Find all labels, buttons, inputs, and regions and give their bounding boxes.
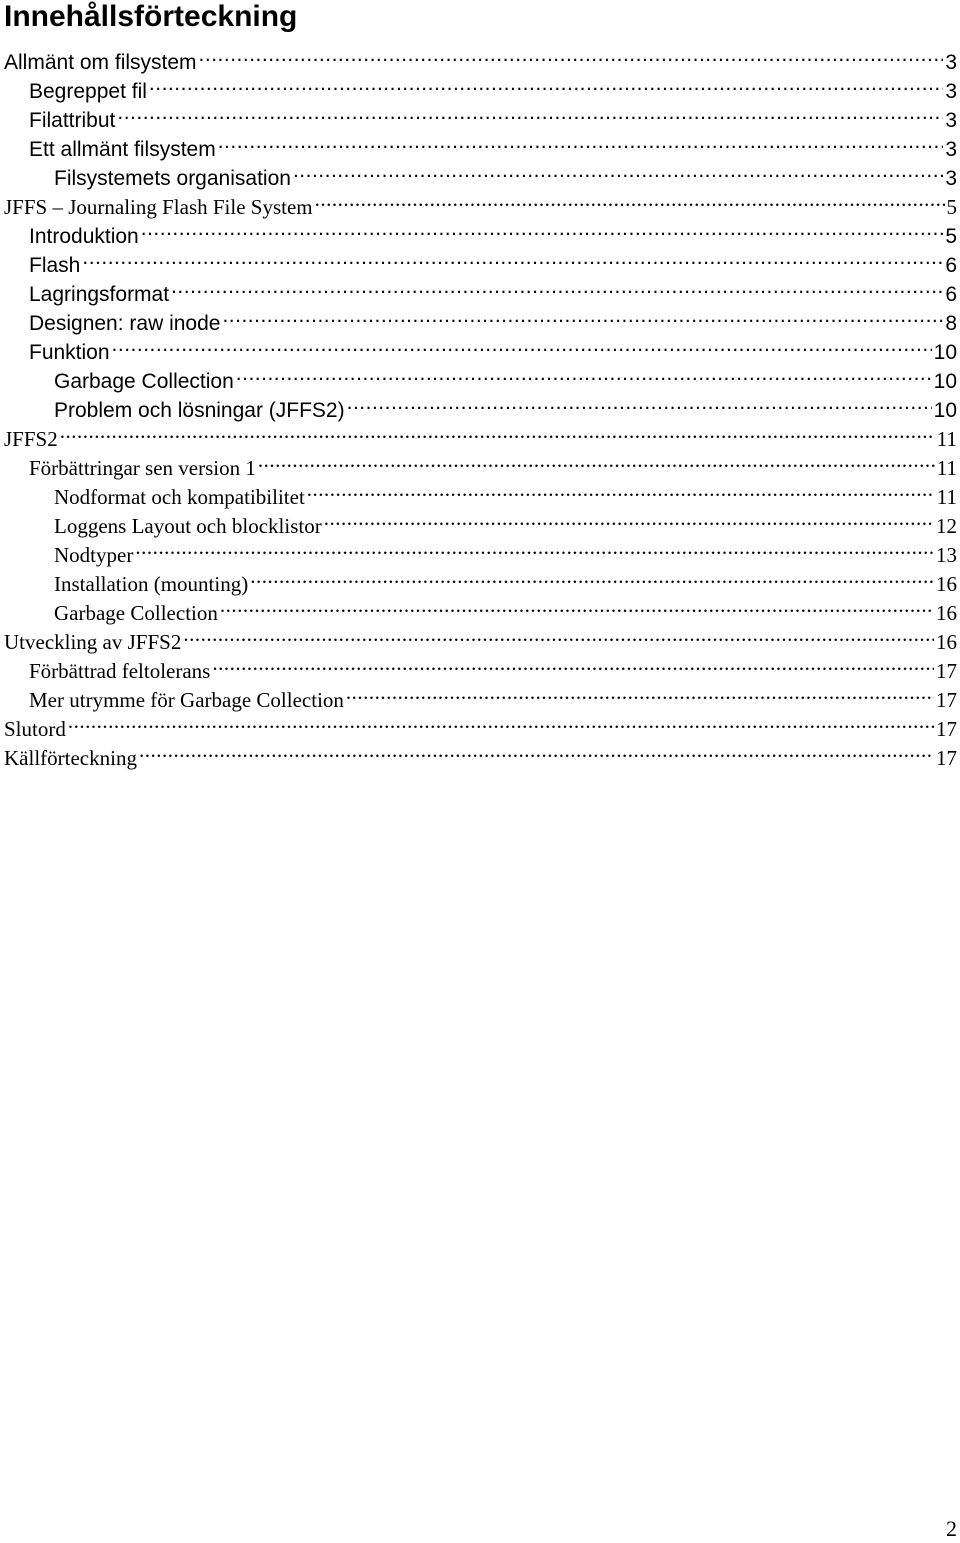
toc-dot-leader	[220, 591, 934, 620]
toc-entry-label: JFFS2	[4, 427, 58, 451]
toc-dot-leader	[112, 330, 932, 359]
toc-dot-leader	[139, 736, 934, 765]
toc-entry-label: Garbage Collection	[54, 601, 218, 625]
toc-entry-page: 11	[936, 456, 957, 480]
toc-entry-page: 10	[933, 370, 957, 393]
toc-dot-leader	[222, 301, 943, 330]
toc-entry-page: 17	[936, 717, 957, 741]
toc-entry-label: Ett allmänt filsystem	[29, 138, 216, 161]
toc-entry-page: 17	[936, 746, 957, 770]
toc-dot-leader	[141, 214, 944, 243]
toc-dot-leader	[218, 127, 944, 156]
toc-entry-label: Nodformat och kompatibilitet	[54, 485, 305, 509]
toc-entry-page: 12	[936, 514, 957, 538]
toc-entry[interactable]	[0, 40, 960, 74]
toc-entry-label: Slutord	[4, 717, 66, 741]
toc-entry[interactable]	[0, 127, 960, 161]
toc-dot-leader	[250, 562, 934, 591]
toc-dot-leader	[307, 475, 935, 504]
toc-entry-page: 11	[936, 485, 957, 509]
toc-entry-label: Begreppet fil	[29, 80, 147, 103]
toc-entry-label: Filsystemets organisation	[54, 167, 291, 190]
toc-entry-label: Funktion	[29, 341, 110, 364]
toc-dot-leader	[149, 69, 943, 98]
toc-entry-label: Filattribut	[29, 109, 116, 132]
toc-entry[interactable]	[0, 417, 960, 451]
toc-entry-page: 3	[945, 51, 957, 74]
toc-entry-label: Förbättrad feltolerans	[29, 659, 211, 683]
toc-dot-leader	[117, 98, 943, 127]
toc-entry-label: Designen: raw inode	[29, 312, 221, 335]
toc-entry-label: Introduktion	[29, 225, 139, 248]
toc-dot-leader	[171, 272, 943, 301]
toc-entry-label: JFFS – Journaling Flash File System	[4, 195, 313, 219]
toc-entry[interactable]	[0, 243, 960, 277]
toc-entry-page: 16	[936, 572, 957, 596]
toc-entry-page: 3	[945, 138, 957, 161]
toc-entry-page: 10	[933, 399, 957, 422]
toc-entry-page: 6	[945, 283, 957, 306]
toc-dot-leader	[82, 243, 943, 272]
toc-entry-label: Installation (mounting)	[54, 572, 249, 596]
toc-dot-leader	[258, 446, 935, 475]
toc-entry[interactable]	[0, 533, 960, 567]
toc-dot-leader	[324, 504, 934, 533]
page-number: 2	[946, 1516, 957, 1541]
toc-entry-page: 3	[945, 80, 957, 103]
toc-dot-leader	[60, 417, 935, 446]
toc-entry-page: 5	[945, 225, 957, 248]
toc-dot-leader	[183, 620, 934, 649]
toc-entry-page: 11	[936, 427, 957, 451]
toc-entry-label: Loggens Layout och blocklistor	[54, 514, 322, 538]
toc-entry[interactable]	[0, 272, 960, 306]
toc-entry-label: Utveckling av JFFS2	[4, 630, 182, 654]
toc-entry[interactable]	[0, 330, 960, 364]
toc-entry-page: 17	[936, 659, 957, 683]
toc-dot-leader	[347, 388, 932, 417]
toc-dot-leader	[236, 359, 932, 388]
toc-entry-page: 17	[936, 688, 957, 712]
toc-list	[0, 40, 960, 770]
toc-entry-label: Nodtyper	[54, 543, 134, 567]
toc-entry-page: 10	[933, 341, 957, 364]
toc-entry[interactable]	[0, 562, 960, 596]
toc-dot-leader	[135, 533, 934, 562]
toc-entry-label: Lagringsformat	[29, 283, 170, 306]
toc-dot-leader	[68, 707, 934, 736]
toc-entry[interactable]	[0, 707, 960, 741]
toc-entry-page: 8	[945, 312, 957, 335]
toc-dot-leader	[315, 185, 945, 214]
toc-entry-label: Flash	[29, 254, 81, 277]
toc-entry-label: Källförteckning	[4, 746, 137, 770]
toc-entry-page: 16	[936, 630, 957, 654]
toc-entry-label: Förbättringar sen version 1	[29, 456, 256, 480]
toc-dot-leader	[199, 40, 944, 69]
toc-entry-page: 16	[936, 601, 957, 625]
toc-entry-label: Problem och lösningar (JFFS2)	[54, 399, 345, 422]
toc-entry[interactable]	[0, 214, 960, 248]
toc-entry-page: 3	[945, 109, 957, 132]
toc-entry-page: 6	[945, 254, 957, 277]
page-title: Innehållsförteckning	[4, 0, 298, 33]
toc-entry-page: 5	[946, 195, 957, 219]
toc-entry-label: Mer utrymme för Garbage Collection	[29, 688, 344, 712]
toc-entry[interactable]	[0, 98, 960, 132]
toc-entry[interactable]	[0, 736, 960, 770]
toc-entry[interactable]	[0, 446, 960, 480]
toc-entry-label: Allmänt om filsystem	[4, 51, 197, 74]
toc-dot-leader	[293, 156, 943, 185]
toc-entry-page: 3	[945, 167, 957, 190]
toc-dot-leader	[212, 649, 934, 678]
toc-entry[interactable]	[0, 359, 960, 393]
toc-entry-label: Garbage Collection	[54, 370, 234, 393]
toc-entry-page: 13	[936, 543, 957, 567]
toc-dot-leader	[346, 678, 934, 707]
